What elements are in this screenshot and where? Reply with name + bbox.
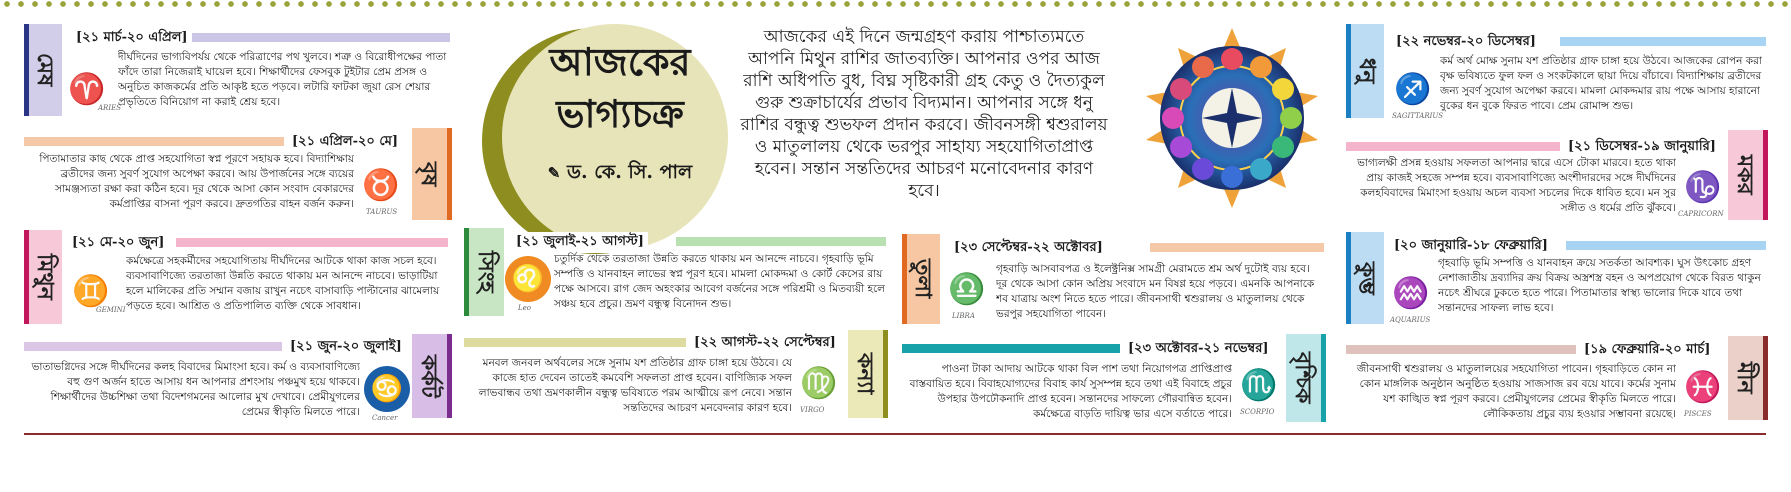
header-bar [1346,142,1560,151]
ram-icon: ♈ [68,71,106,107]
scorpion-icon: ♏ [1240,367,1278,403]
intro-paragraph: আজকের এই দিনে জন্মগ্রহণ করায় পাশ্চাত্যমতে আপনি মিথুন রাশির জাতব্যক্তি। আপনার ওপর আজ রাশি অধিপতি বুধ, বিঘ্ন সৃষ্টিকারী গ্রহ কেতু ও দৈত্যকুল গুরু শুক্রাচার্যের প্রভাব বিদ্যমান। আপনার সঙ্গে ধনু রাশির বন্ধুত্ব শুভফল প্রদান করবে। জীবনসঙ্গী শ্বশুরালয় ও মাতুলালয় থেকে ভরপুর সাহায্য সহযোগিতাপ্রাপ্ত হবেন। সন্তান সন্ততিদের আচরণ মনোবেদনার কারণ হবে। [740,27,1108,201]
sign-forecast-text: চতুর্দিক থেকে তরতাজা উন্নতি করতে থাকায় মন আনন্দে নাচবে। গৃহবাড়ি ভূমি সম্পত্তি ও যানবাহন লাভের স্বপ্ন পূরণ হবে। মামলা মোকদ্দমা ও কোর্ট কেসের রায় পক্ষে আসবে। রাগ জেদ অহংকার আবেগ বর্জনের সঙ্গে পরিশ্রমী ও মিতব্যয়ী হলে সঞ্চয় হবে প্রচুর। ভ্রমণ বন্ধুত্ব বিনোদন শুভ। [554,253,885,310]
sign-forecast-text: ভাতাভগ্নিদের সঙ্গে দীর্ঘদিনের কলহ বিবাদের মিমাংসা হবে। কর্ম ও ব্যবসাবাণিজ্যে বহু গুণ অর্জন হাতে আসায় ধন আপনার প্রশংসায় পঞ্চমুখ হয়ে থাকবে। শিক্ষার্থীদের উচ্চশিক্ষা তথা বিদেশগমনের আলোর মুখ দেখাবে। প্রেমীযুগলের প্রেমের স্বীকৃতি মিলতে পারে। [31,361,360,418]
twins-icon: ♊ [72,273,110,309]
sign-name-tab: সিংহ [464,228,504,316]
zodiac-icon-label: Cancer [372,414,398,422]
sign-forecast-text: পিতামাতার কাছ থেকে প্রাপ্ত সহযোগিতা স্বপ্ন পূরণে সহায়ক হবে। বিদ্যাশিক্ষায় ব্রতীদের জন্য সুবর্ণ সুযোগ অপেক্ষা করবে। আয় উপার্জনের সঙ্গে ব্যয়ের সামঞ্জস্যতা রক্ষা করা কঠিন হবে। দূর থেকে আসা কোন সংবাদ বেকারদের কর্মপ্রাপ্তির বাসনা পূরণ করবে। দ্রুতগতির বাহন বর্জন করুন। [39,153,354,210]
header-bar [902,344,1120,353]
sign-forecast-text: গৃহবাড়ি ভূমি সম্পত্তি ও যানবাহন ক্রয়ে সতর্কতা আবশ্যক। ঘুস উৎকোচ গ্রহণ নেশাজাতীয় দ্রব্যাদির ক্রয় বিক্রয় অস্ত্রশস্ত্র বহন ও অপপ্রয়োগ থেকে বিরত থাকুন নচেৎ শ্রীঘরে ঢুকতে হতে পারে। পিতামাতার স্বাস্থ্য ভালোর দিকে যাবে তথা সন্তানদের সাফল্য লাভ হবে। [1438,257,1761,314]
sign-forecast-text: কর্মক্ষেত্রে সহকর্মীদের সহযোগিতায় দীর্ঘদিনের আটকে থাকা কাজ সচল হবে। ব্যবসাবাণিজ্যে তরতাজা উন্নতি করতে থাকায় মন আনন্দে নাচবে। ভাড়াটিয়া হলে মালিকের প্রতি সম্মান বজায় রাখুন নচেৎ বাসাবাড়ি পাল্টানোর ঝামেলায় পড়তে হবে। আশ্রিত ও প্রতিপালিত ব্যক্তি থেকে সাবধান। [126,255,440,312]
zodiac-icon-label: TAURUS [366,208,398,216]
bottom-rule [24,433,1766,435]
sign-date-range: [২২ নভেম্বর-২০ ডিসেম্বর] [1392,32,1540,53]
archer-icon: ♐ [1394,71,1432,107]
zodiac-wheel-icon [1140,26,1324,210]
water-bearer-icon: ♒ [1392,275,1430,311]
sign-name-tab: বৃশ্চিক [1286,334,1326,422]
sign-forecast-text: গৃহবাড়ি আসবাবপত্র ও ইলেক্ট্রনিক্স সামগ্রী মেরামতে শ্রম অর্থ দুটোই ব্যয় হবে। দূর থেকে আসা কোন অপ্রিয় সংবাদে মন বিষণ্ণ হয়ে পড়বে। এমনকি আপনাকে শব যাত্রায় অংশ নিতে হতে পারে। জীবনসাথী শ্বশুরালয় ও মাতুলালয় থেকে ভরপুর সহযোগিতা পাবেন। [996,263,1315,320]
header-bar [24,137,284,146]
sign-date-range: [২১ জুলাই-২১ আগস্ট] [512,232,648,253]
bull-icon: ♉ [362,167,400,203]
sign-forecast-text: মনবল জনবল অর্থবলের সঙ্গে সুনাম যশ প্রতিষ্ঠার গ্রাফ চাঙ্গা হয়ে উঠবে। যে কাজে হাত দেবেন তাতেই কমবেশি সফলতা প্রাপ্ত হবেন। বাণিজ্যিক সফল লাভবান্ধব তথা ভ্রমণকালীন বন্ধুত্ব ভবিষ্যতে পরম আত্মীয়ে রূপ নেবে। সন্তান সন্ততিদের আচরণ মনবেদনার কারণ হবে। [478,357,792,414]
zodiac-icon-label: CAPRICORN [1678,210,1724,218]
sign-date-range: [২০ জানুয়ারি-১৮ ফেব্রুয়ারি] [1390,236,1552,257]
sign-name-tab: কুম্ভ [1346,232,1384,324]
zodiac-icon-label: GEMINI [96,306,126,314]
header-bar [1566,241,1766,250]
scales-icon: ♎ [948,271,986,307]
sign-date-range: [২১ ডিসেম্বর-১৯ জানুয়ারি] [1564,137,1720,158]
sign-name-tab: তুলা [902,234,940,324]
author-line [525,158,715,190]
sign-forecast-text: পাওনা টাকা আদায় আটকে থাকা বিল পাশ তথা নিয়োগপত্র প্রাপ্তিপ্রাপ্ত বাস্তবায়িত হবে। বিবাহযোগ্যদের বিবাহ কার্য সুসম্পন্ন হবে তথা এই বিবাহে প্রচুর উপহার উপঢৌকনাদি প্রাপ্ত হবেন। সন্তানদের সাফল্যে গৌরবান্বিত হবেন। কর্মক্ষেত্রে বাড়তি দায়িত্ব ভার এসে বর্তাতে পারে। [909,363,1232,420]
sign-forecast-text: কর্ম অর্থ মোক্ষ সুনাম যশ প্রতিষ্ঠার গ্রাফ চাঙ্গা হয়ে উঠবে। আজকের রোপন করা বৃক্ষ ভবিষ্যতে ফুল ফল ও সংকটকালে ছায়া দিয়ে বাঁচাবে। বিদ্যাশিক্ষায় ব্রতীদের জন্য সুবর্ণ সুযোগ অপেক্ষা করবে। মামলা মোকদ্দমার রায় পক্ষে আসায় হারানো বুকের ধন বুকে ফিরত পাবে। প্রেম রোমান্স শুভ। [1440,55,1762,112]
title-line-1: আজকের [549,39,691,84]
sign-name-tab: ধনু [1346,24,1384,118]
sign-date-range: [২১ জুন-২০ জুলাই] [286,337,406,358]
header-bar [676,237,886,246]
sign-name-tab: মকর [1728,130,1768,220]
zodiac-icon-label: ARIES [98,104,121,112]
zodiac-icon-label: AQUARIUS [1390,316,1431,324]
zodiac-icon-label: LIBRA [952,312,975,320]
title-line-2: ভাগ্যচক্র [556,91,684,136]
sign-forecast-text: জীবনসাথী শ্বশুরালয় ও মাতুলালয়ের সহযোগিতা পাবেন। গৃহবাড়িতে কোন না কোন মাঙ্গলিক অনুষ্ঠান অনুষ্ঠিত হওয়ায় সাজসাজ রব বয়ে যাবে। কর্মের সুনাম যশ কাঙ্খিত স্বপ্ন পূরণ করবে। প্রেমীযুগলের প্রেমের স্বীকৃতি মিলতে পারে। লৌকিকতায় প্রচুর ব্যয় হওয়ার সম্ভাবনা রয়েছে। [1356,363,1676,420]
top-dot-border [0,0,1791,8]
header-bar [1560,37,1766,46]
sign-date-range: [২৩ অক্টোবর-২১ নভেম্বর] [1124,339,1273,360]
sign-name-tab: মিথুন [24,230,62,324]
sign-name-tab: মেষ [24,24,62,116]
header-bar [190,33,450,42]
sign-forecast-text: ভাগ্যলক্ষী প্রসন্ন হওয়ায় সফলতা আপনার দ্বারে এসে টোকা মারবে। হতে থাকা প্রায় কাজই সহজে সম্পন্ন হবে। ব্যবসাবাণিজ্যে অংশীদারদের সঙ্গে দীর্ঘদিনের কলহবিবাদের মিমাংসা হওয়ায় অচল ব্যবসা সচলের দিকে ধাবিত হবে। মন সুর সঙ্গীত ও ধর্মের প্রতি ঝুঁকবে। [1357,157,1676,214]
zodiac-icon-label: Leo [518,304,532,312]
goat-icon: ♑ [1684,169,1722,205]
sign-forecast-text: দীর্ঘদিনের ভাগ্যবিপর্যয় থেকে পরিত্রাণের পথ খুলবে। শত্রু ও বিরোধীপক্ষের পাতা ফাঁদে তারা নিজেরাই ঘায়েল হবে। শিক্ষার্থীদের ফেসবুক টুইটার প্রেম প্রসঙ্গ ও অনুচিত কাজকর্মের প্রতি আকৃষ্ট হতে পড়বে। লটারি ফাটকা জুয়া রেস শেয়ার প্রভৃতিতে বিনিয়োগ না করাই শ্রেয় হবে। [118,51,447,108]
sign-name-tab: মীন [1728,336,1768,420]
sign-date-range: [২১ এপ্রিল-২০ মে] [288,132,402,153]
sign-date-range: [২১ মে-২০ জুন] [68,233,168,254]
virgo-icon: ♍ [800,365,838,401]
zodiac-icon-label: VIRGO [800,406,825,414]
page-title [530,36,710,140]
sign-name-tab: বৃষ [412,128,452,220]
fish-icon: ♓ [1684,369,1722,405]
zodiac-icon-label: SAGITTARIUS [1392,112,1444,120]
sign-date-range: [১৯ ফেব্রুয়ারি-২০ মার্চ] [1580,340,1714,361]
sign-name-tab: কর্কট [412,334,452,418]
crab-icon: ♋ [364,366,410,412]
lion-icon: ♌ [505,256,551,302]
author-name: ড. কে. সি. পাল [566,161,693,183]
sign-name-tab: কন্যা [848,330,888,418]
header-bar [464,338,686,347]
zodiac-icon-label: SCORPIO [1240,408,1275,416]
pen-icon: ✎ [547,164,561,182]
sign-date-range: [২৩ সেপ্টেম্বর-২২ অক্টোবর] [950,238,1107,259]
header-bar [1150,243,1324,252]
header-bar [24,342,282,351]
zodiac-icon-label: PISCES [1684,410,1712,418]
header-bar [176,238,448,247]
sign-date-range: [২১ মার্চ-২০ এপ্রিল] [72,28,192,49]
header-bar [1346,345,1576,354]
sign-date-range: [২২ আগস্ট-২২ সেপ্টেম্বর] [690,333,840,354]
